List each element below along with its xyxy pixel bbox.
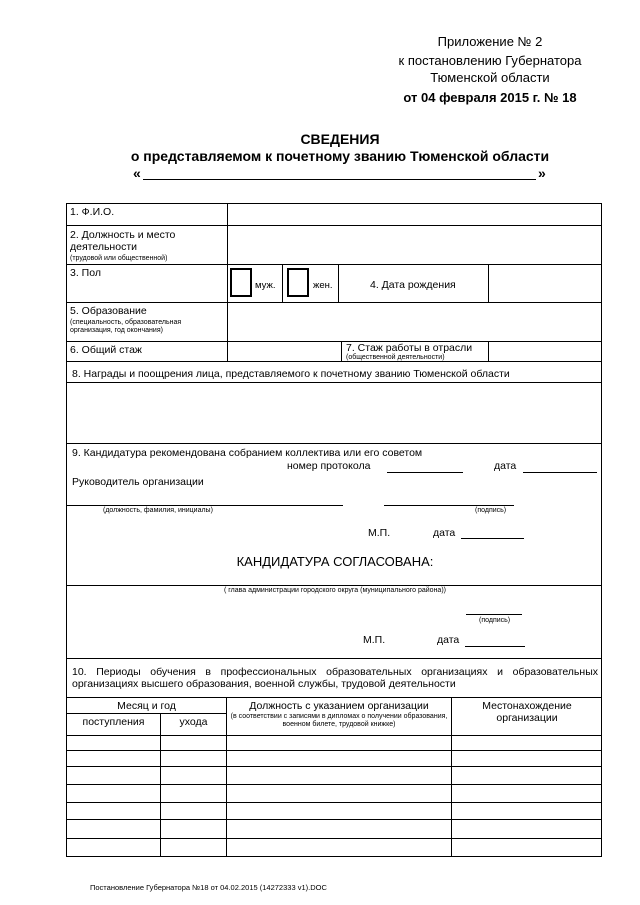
position-note: (должность, фамилия, инициалы) [103, 507, 213, 514]
industry-exp-field[interactable] [490, 343, 600, 360]
protocol-number-line[interactable] [387, 472, 463, 473]
male-label: муж. [255, 280, 276, 291]
appendix-line2: к постановлению Губернатора [398, 53, 582, 68]
admin-line[interactable] [66, 585, 602, 586]
stamp-date-label-2: дата [437, 634, 460, 646]
field-periods-label: 10. Периоды обучения в профессиональных образовательных организациях и образовательных организациях высшего образования, военной службы, трудовой деятельности [72, 666, 598, 690]
footer-doc: Постановление Губернатора №18 от 04.02.2015 (14272333 v1).DOC [90, 883, 327, 892]
honor-title-line [143, 179, 536, 180]
awards-field[interactable] [68, 384, 600, 442]
page-subtitle: о представляемом к почетному званию Тюменской области [130, 148, 550, 164]
field-total-exp-label: 6. Общий стаж [70, 344, 142, 356]
appendix-title: Приложение № 2 [437, 34, 543, 49]
appendix-line3: Тюменской области [430, 70, 550, 85]
field-position-label: 2. Должность и место деятельности [70, 229, 176, 253]
page-title: СВЕДЕНИЯ [300, 131, 380, 147]
field-position-note: (трудовой или общественной) [70, 255, 168, 262]
field-fio-label: 1. Ф.И.О. [70, 206, 115, 218]
agreed-heading: КАНДИДАТУРА СОГЛАСОВАНА: [236, 554, 434, 569]
male-checkbox[interactable] [230, 268, 252, 297]
protocol-date-line[interactable] [523, 472, 597, 473]
stamp-label-2: М.П. [363, 634, 386, 646]
signature-note-2: (подпись) [479, 617, 511, 624]
birthdate-field[interactable] [490, 266, 600, 300]
education-field[interactable] [229, 304, 600, 340]
field-recommendation-label: 9. Кандидатура рекомендована собранием коллектива или его советом [72, 447, 423, 459]
field-industry-exp-note: (общественной деятельности) [346, 354, 445, 361]
head-position-line[interactable] [66, 505, 343, 506]
signature-note: (подпись) [475, 507, 507, 514]
total-exp-field[interactable] [229, 343, 339, 360]
head-org-label: Руководитель организации [72, 476, 204, 488]
field-awards-label: 8. Награды и поощрения лица, представляемого к почетному званию Тюменской области [72, 368, 510, 380]
table-row [66, 819, 602, 820]
position-field[interactable] [229, 227, 600, 263]
col-exit: ухода [179, 716, 208, 728]
table-row [66, 766, 602, 767]
stamp-date-label: дата [433, 527, 456, 539]
admin-signature-line[interactable] [466, 614, 522, 615]
fio-field[interactable] [229, 205, 600, 224]
field-gender-label: 3. Пол [70, 267, 101, 279]
col-entry: поступления [82, 716, 145, 728]
field-birthdate-label: 4. Дата рождения [370, 279, 456, 291]
stamp-date-line[interactable] [461, 538, 524, 539]
table-row [66, 750, 602, 751]
stamp-label: М.П. [368, 527, 391, 539]
table-row [66, 802, 602, 803]
protocol-date-label: дата [494, 460, 517, 472]
field-education-label: 5. Образование [70, 305, 147, 317]
female-label: жен. [313, 280, 333, 291]
col-location: Местонахождение организации [482, 700, 572, 724]
table-row [66, 784, 602, 785]
col-position: Должность с указанием организации [249, 700, 429, 712]
protocol-label: номер протокола [287, 460, 371, 472]
appendix-date: от 04 февраля 2015 г. № 18 [403, 90, 577, 105]
field-industry-exp-label: 7. Стаж работы в отрасли [346, 342, 473, 354]
col-month-year: Месяц и год [117, 700, 176, 712]
stamp-date-line-2[interactable] [465, 646, 525, 647]
female-checkbox[interactable] [287, 268, 309, 297]
field-education-note: (специальность, образовательная организация, год окончания) [70, 319, 182, 334]
head-signature-line[interactable] [384, 505, 514, 506]
quote-close: » [538, 165, 546, 181]
admin-note: ( глава администрации городского округа (муниципального района)) [223, 587, 446, 594]
quote-open: « [133, 165, 141, 181]
col-position-note: (в соответствии с записями в дипломах о получении образования, военном билете, трудовой книжке) [230, 713, 448, 728]
table-row [66, 838, 602, 839]
